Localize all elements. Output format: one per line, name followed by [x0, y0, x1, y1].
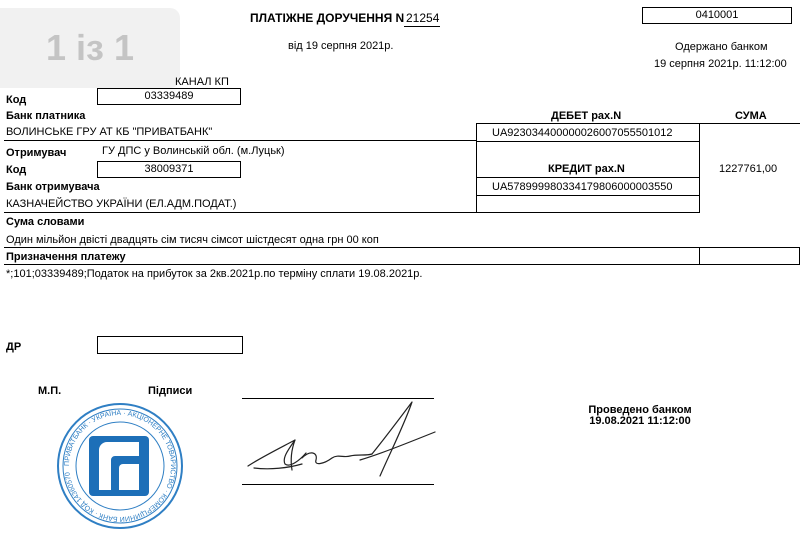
signatures-label: Підписи: [148, 385, 193, 397]
recipient-bank-name: КАЗНАЧЕЙСТВО УКРАЇНИ (ЕЛ.АДМ.ПОДАТ.): [6, 198, 237, 210]
credit-label: КРЕДИТ рах.N: [548, 163, 625, 175]
recipient-name: ГУ ДПС у Волинській обл. (м.Луцьк): [102, 145, 285, 157]
debit-account: UA923034400000026007055501012: [492, 127, 673, 139]
amount-words-label: Сума словами: [6, 216, 85, 228]
credit-row-rule: [476, 195, 700, 196]
payer-bank-rule: [4, 140, 476, 141]
processed-datetime: 19.08.2021 11:12:00: [589, 415, 691, 427]
debit-row-rule: [476, 141, 700, 142]
received-datetime: 19 серпня 2021р. 11:12:00: [654, 58, 787, 70]
dr-box: [97, 336, 243, 354]
recipient-label: Отримувач: [6, 147, 67, 159]
payer-code-box: 03339489: [97, 88, 241, 105]
accounts-top-rule: [476, 123, 800, 124]
dr-label: ДР: [6, 341, 22, 353]
accounts-mid-rule: [699, 123, 700, 213]
page-indicator-text: 1 із 1: [46, 27, 134, 68]
purpose-side-box: [699, 247, 800, 265]
signature: [240, 398, 440, 488]
stamp-ring-text: ПРИВАТБАНК · УКРАЇНА · АКЦІОНЕРНЕ ТОВАРИСТВО · КОМЕРЦІЙНИЙ БАНК · КОД 14360570: [63, 409, 177, 523]
recipient-code-box: 38009371: [97, 161, 241, 178]
credit-top-rule: [476, 177, 700, 178]
recipient-code-label: Код: [6, 164, 27, 176]
signature-strokes: [248, 402, 435, 476]
debit-label: ДЕБЕТ рах.N: [551, 110, 622, 122]
payer-name: КАНАЛ КП: [175, 76, 229, 88]
bank-stamp: [55, 398, 185, 534]
document-number: 21254: [406, 11, 440, 25]
page-indicator: [0, 8, 180, 88]
amount-words-text: Один мільйон двісті двадцять сім тисяч сімсот шістдесят одна грн 00 коп: [6, 234, 379, 246]
payer-bank-label: Банк платника: [6, 110, 86, 122]
purpose-text: *;101;03339489;Податок на прибуток за 2кв.2021р.по терміну сплати 19.08.2021р.: [6, 268, 423, 280]
accounts-left-rule: [476, 123, 477, 213]
mp-label: М.П.: [38, 385, 62, 397]
purpose-rule: [4, 264, 800, 265]
payer-code-label: Код: [6, 94, 27, 106]
recipient-bank-rule: [4, 212, 476, 213]
processed-label: Проведено банком: [588, 404, 692, 416]
document-number-underline: [404, 26, 440, 27]
amount-words-rule: [4, 247, 800, 248]
credit-account: UA578999980334179806000003550: [492, 181, 673, 193]
document-title: ПЛАТІЖНЕ ДОРУЧЕННЯ N: [250, 11, 405, 25]
sum-label: СУМА: [735, 110, 767, 122]
document-date: від 19 серпня 2021р.: [288, 40, 394, 52]
purpose-label: Призначення платежу: [6, 251, 126, 263]
received-label: Одержано банком: [675, 41, 768, 53]
form-code-box: 0410001: [642, 7, 792, 24]
amount-value: 1227761,00: [719, 163, 778, 175]
payer-bank-name: ВОЛИНСЬКЕ ГРУ АТ КБ "ПРИВАТБАНК": [6, 126, 213, 138]
privatbank-logo-icon: [89, 436, 149, 496]
recipient-bank-label: Банк отримувача: [6, 181, 100, 193]
accounts-bottom-rule: [476, 212, 700, 213]
